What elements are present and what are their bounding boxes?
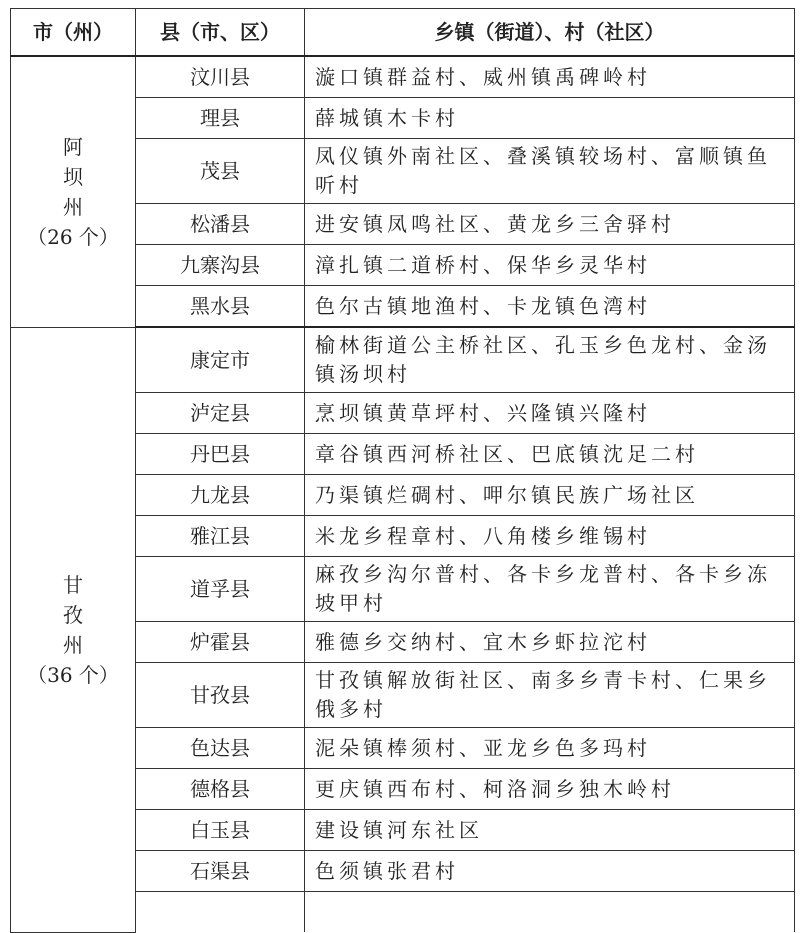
county-cell: 汶川县 [136,56,305,98]
towns-cell: 章谷镇西河桥社区、巴底镇沈足二村 [305,434,795,475]
county-cell: 理县 [136,98,305,139]
county-cell: 泸定县 [136,393,305,434]
towns-cell: 进安镇凤鸣社区、黄龙乡三舍驿村 [305,204,795,245]
county-cell: 炉霍县 [136,622,305,663]
towns-cell: 乃渠镇烂碉村、呷尔镇民族广场社区 [305,475,795,516]
towns-cell: 凤仪镇外南社区、叠溪镇较场村、富顺镇鱼听村 [305,139,795,204]
towns-cell: 漳扎镇二道桥村、保华乡灵华村 [305,245,795,286]
towns-cell: 建设镇河东社区 [305,810,795,851]
county-cell: 九寨沟县 [136,245,305,286]
prefecture-name-char: 孜 [63,602,83,627]
prefecture-count: （26 个） [27,224,119,249]
table-row [11,56,795,98]
prefecture-cell [11,56,136,327]
prefecture-count: （36 个） [27,662,119,687]
village-table [10,8,795,933]
county-cell: 康定市 [136,327,305,393]
county-cell: 道孚县 [136,557,305,622]
county-cell: 甘孜县 [136,663,305,728]
towns-cell: 更庆镇西布村、柯洛洞乡独木岭村 [305,769,795,810]
county-cell: 雅江县 [136,516,305,557]
county-cell: 九龙县 [136,475,305,516]
towns-cell: 甘孜镇解放街社区、南多乡青卡村、仁果乡俄多村 [305,663,795,728]
header-towns-villages: 乡镇（街道）、村（社区） [305,9,795,57]
towns-cell: 色尔古镇地渔村、卡龙镇色湾村 [305,286,795,328]
county-cell: 石渠县 [136,851,305,892]
county-cell: 白玉县 [136,810,305,851]
towns-cell: 色须镇张君村 [305,851,795,892]
prefecture-name-char: 州 [63,194,83,219]
towns-cell: 雅德乡交纳村、宜木乡虾拉沱村 [305,622,795,663]
county-cell: 松潘县 [136,204,305,245]
county-cell: 德格县 [136,769,305,810]
county-cell [136,892,305,933]
prefecture-name-char: 坝 [63,164,83,189]
towns-cell [305,892,795,933]
header-row [11,9,795,57]
county-cell: 黑水县 [136,286,305,328]
county-cell: 色达县 [136,728,305,769]
header-prefecture: 市（州） [11,9,136,57]
towns-cell: 漩口镇群益村、威州镇禹碑岭村 [305,56,795,98]
towns-cell: 薛城镇木卡村 [305,98,795,139]
prefecture-cell [11,327,136,932]
towns-cell: 麻孜乡沟尔普村、各卡乡龙普村、各卡乡冻坡甲村 [305,557,795,622]
prefecture-name-char: 阿 [63,134,83,159]
prefecture-name-char: 州 [63,632,83,657]
header-county: 县（市、区） [136,9,305,57]
prefecture-name-char: 甘 [63,572,83,597]
county-cell: 茂县 [136,139,305,204]
towns-cell: 米龙乡程章村、八角楼乡维锡村 [305,516,795,557]
towns-cell: 榆林街道公主桥社区、孔玉乡色龙村、金汤镇汤坝村 [305,327,795,393]
towns-cell: 泥朵镇棒须村、亚龙乡色多玛村 [305,728,795,769]
towns-cell: 烹坝镇黄草坪村、兴隆镇兴隆村 [305,393,795,434]
table-row [11,327,795,393]
county-cell: 丹巴县 [136,434,305,475]
